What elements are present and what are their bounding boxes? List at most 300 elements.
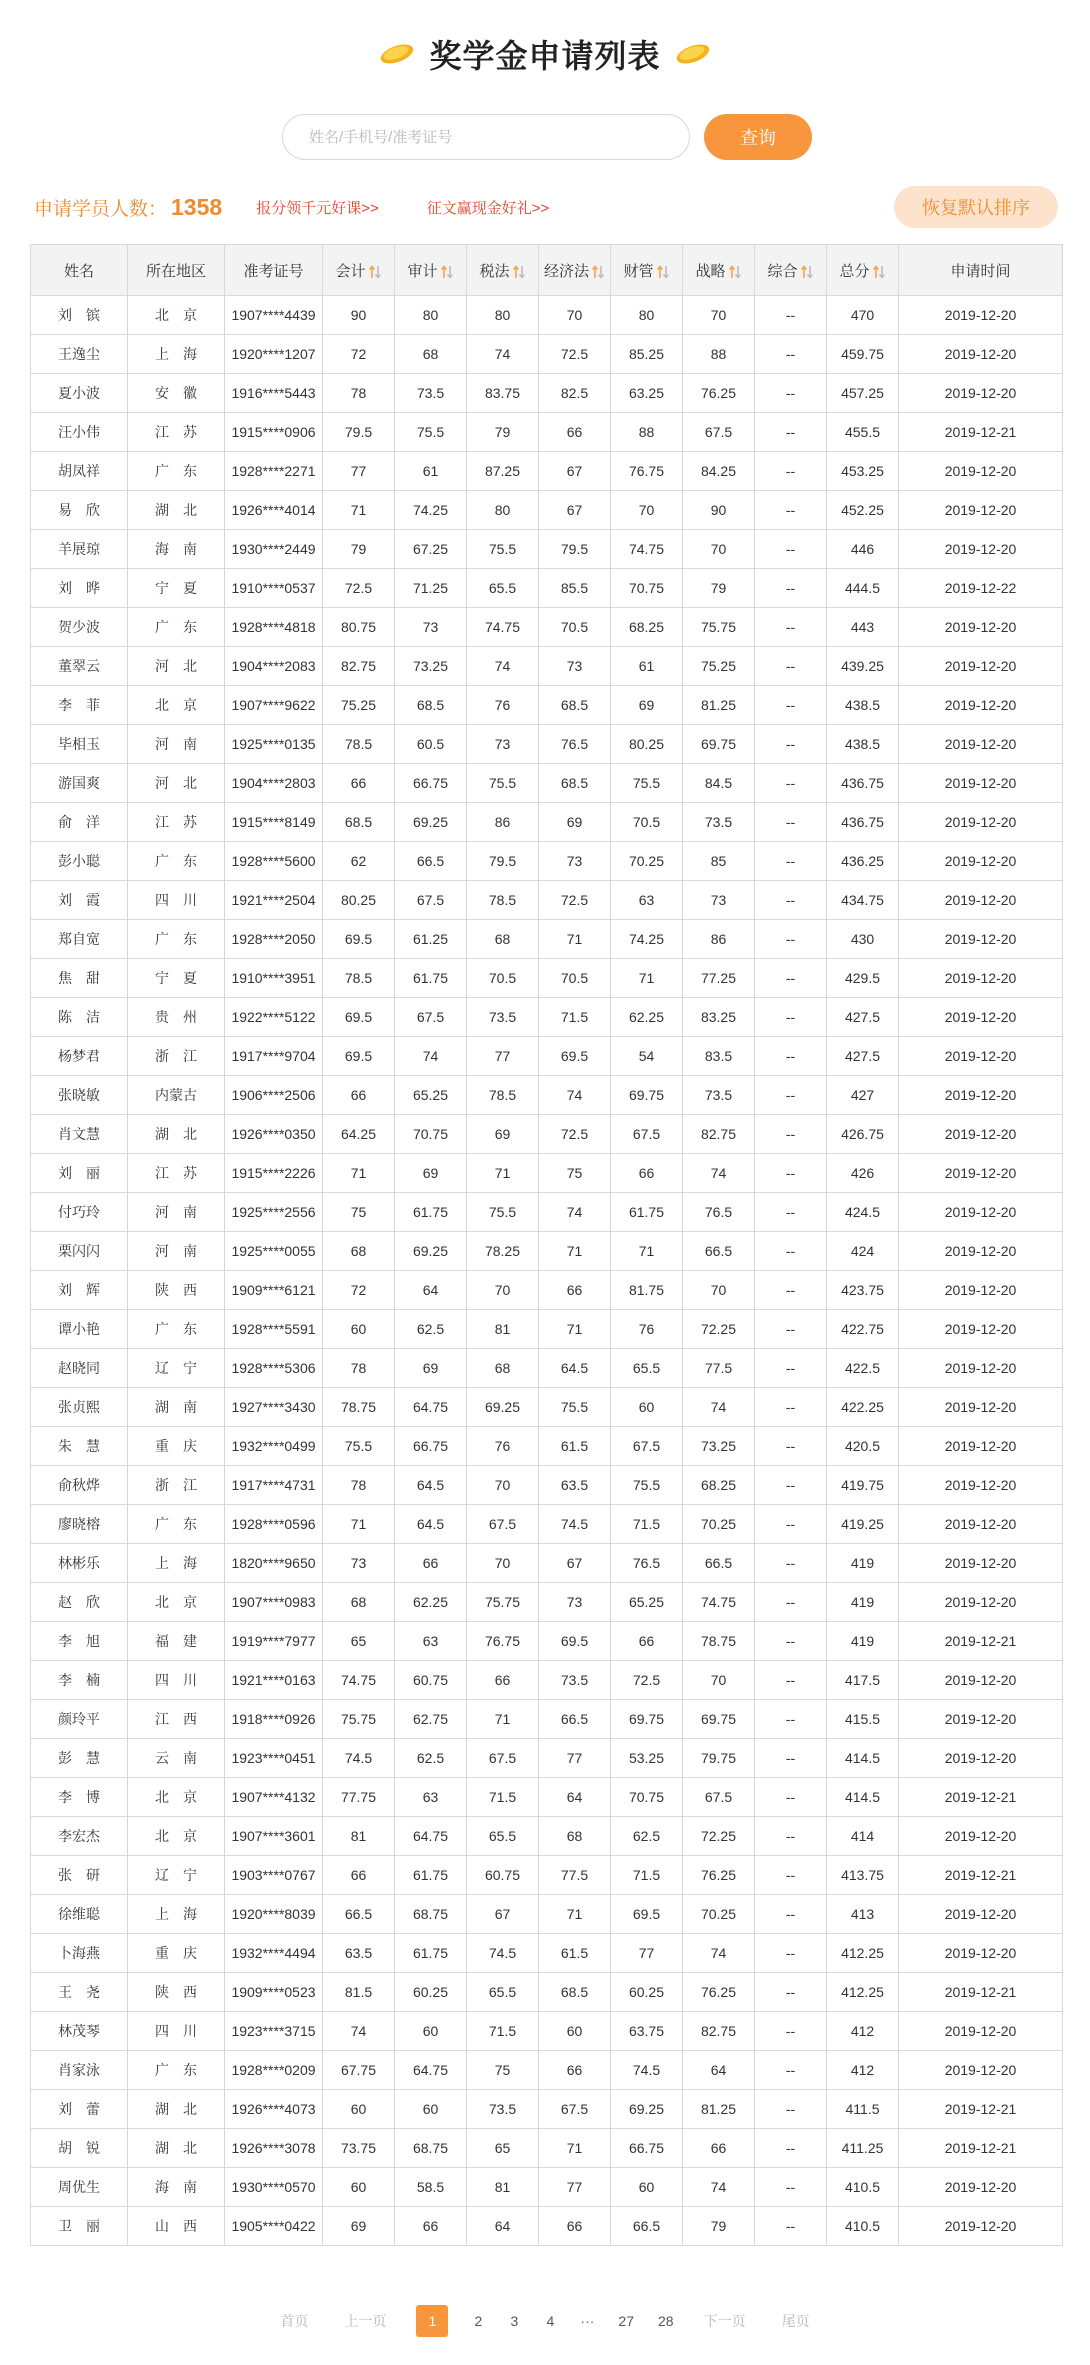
cell-accounting: 74.75 [323, 1661, 395, 1700]
column-header-apply-date [899, 245, 1063, 296]
cell-exam-id: 1909****6121 [225, 1271, 323, 1310]
cell-region: 陕 西 [128, 1271, 225, 1310]
cell-audit: 67.5 [395, 881, 467, 920]
pager-page-27[interactable]: 27 [618, 2313, 634, 2329]
cell-total: 439.25 [827, 647, 899, 686]
cell-audit: 70.75 [395, 1115, 467, 1154]
cell-region: 上 海 [128, 1544, 225, 1583]
cell-name: 夏小波 [31, 374, 128, 413]
cell-strategy: 75.75 [683, 608, 755, 647]
cell-finance: 53.25 [611, 1739, 683, 1778]
cell-apply-date: 2019-12-20 [899, 2012, 1063, 2051]
cell-comprehensive: -- [755, 1817, 827, 1856]
cell-region: 上 海 [128, 335, 225, 374]
pager-first[interactable]: 首页 [280, 2313, 309, 2329]
cell-total: 414.5 [827, 1778, 899, 1817]
cell-exam-id: 1915****8149 [225, 803, 323, 842]
cell-region: 宁 夏 [128, 569, 225, 608]
cell-name: 毕相玉 [31, 725, 128, 764]
cell-name: 羊展琼 [31, 530, 128, 569]
cell-apply-date: 2019-12-20 [899, 491, 1063, 530]
cell-strategy: 73.5 [683, 1076, 755, 1115]
sort-arrows-icon[interactable] [656, 264, 670, 280]
cell-finance: 69.75 [611, 1700, 683, 1739]
cell-region: 河 南 [128, 725, 225, 764]
cell-audit: 66.75 [395, 764, 467, 803]
column-header-label: 会计 [335, 262, 366, 280]
cell-region: 广 东 [128, 1505, 225, 1544]
sort-arrows-icon[interactable] [591, 264, 605, 280]
cell-exam-id: 1919****7977 [225, 1622, 323, 1661]
table-row [31, 374, 1063, 413]
cell-finance: 70.75 [611, 1778, 683, 1817]
cell-name: 易 欣 [31, 491, 128, 530]
column-header-total[interactable] [827, 245, 899, 296]
table-row [31, 686, 1063, 725]
cell-tax-law: 80 [467, 296, 539, 335]
cell-finance: 63.25 [611, 374, 683, 413]
cell-strategy: 69.75 [683, 725, 755, 764]
cell-accounting: 78.75 [323, 1388, 395, 1427]
column-header-label: 税法 [479, 262, 510, 280]
table-row [31, 2207, 1063, 2246]
cell-apply-date: 2019-12-21 [899, 2129, 1063, 2168]
column-header-strategy[interactable] [683, 245, 755, 296]
cell-strategy: 86 [683, 920, 755, 959]
table-row [31, 1076, 1063, 1115]
cell-name: 陈 洁 [31, 998, 128, 1037]
cell-total: 414 [827, 1817, 899, 1856]
cell-total: 422.5 [827, 1349, 899, 1388]
cell-region: 湖 北 [128, 1115, 225, 1154]
cell-comprehensive: -- [755, 1583, 827, 1622]
cell-name: 贺少波 [31, 608, 128, 647]
cell-accounting: 78.5 [323, 959, 395, 998]
cell-exam-id: 1907****4439 [225, 296, 323, 335]
column-header-audit[interactable] [395, 245, 467, 296]
cell-strategy: 90 [683, 491, 755, 530]
table-row [31, 1739, 1063, 1778]
pager-page-28[interactable]: 28 [658, 2313, 674, 2329]
cell-region: 浙 江 [128, 1037, 225, 1076]
cell-tax-law: 79.5 [467, 842, 539, 881]
search-input[interactable] [282, 114, 690, 160]
cell-total: 411.5 [827, 2090, 899, 2129]
cell-region: 海 南 [128, 530, 225, 569]
cell-accounting: 60 [323, 2168, 395, 2207]
cell-finance: 76 [611, 1310, 683, 1349]
cell-accounting: 78.5 [323, 725, 395, 764]
pager-page-1[interactable]: 1 [416, 2305, 448, 2337]
cell-finance: 71 [611, 959, 683, 998]
cell-apply-date: 2019-12-20 [899, 842, 1063, 881]
cell-strategy: 74 [683, 1388, 755, 1427]
table-row [31, 647, 1063, 686]
cell-region: 河 北 [128, 764, 225, 803]
cell-exam-id: 1906****2506 [225, 1076, 323, 1115]
cell-finance: 74.5 [611, 2051, 683, 2090]
column-header-economic-law[interactable] [539, 245, 611, 296]
cell-comprehensive: -- [755, 1973, 827, 2012]
cell-accounting: 80.75 [323, 608, 395, 647]
cell-exam-id: 1907****4132 [225, 1778, 323, 1817]
cell-strategy: 81.25 [683, 2090, 755, 2129]
cell-strategy: 82.75 [683, 1115, 755, 1154]
table-row [31, 296, 1063, 335]
cell-finance: 70.75 [611, 569, 683, 608]
cell-audit: 74 [395, 1037, 467, 1076]
cell-accounting: 67.75 [323, 2051, 395, 2090]
cell-total: 455.5 [827, 413, 899, 452]
cell-region: 广 东 [128, 2051, 225, 2090]
cell-tax-law: 76 [467, 1427, 539, 1466]
cell-total: 438.5 [827, 686, 899, 725]
cell-tax-law: 77 [467, 1037, 539, 1076]
cell-exam-id: 1930****0570 [225, 2168, 323, 2207]
table-row [31, 335, 1063, 374]
cell-region: 江 苏 [128, 803, 225, 842]
cell-audit: 60.25 [395, 1973, 467, 2012]
cell-apply-date: 2019-12-20 [899, 881, 1063, 920]
cell-exam-id: 1930****2449 [225, 530, 323, 569]
cell-finance: 85.25 [611, 335, 683, 374]
cell-name: 刘 晔 [31, 569, 128, 608]
cell-audit: 73 [395, 608, 467, 647]
cell-finance: 62.25 [611, 998, 683, 1037]
promo-link-score-course[interactable]: 报分领千元好课>> [256, 199, 379, 217]
cell-comprehensive: -- [755, 881, 827, 920]
cell-total: 420.5 [827, 1427, 899, 1466]
cell-region: 四 川 [128, 881, 225, 920]
cell-economic-law: 64 [539, 1778, 611, 1817]
cell-audit: 66 [395, 2207, 467, 2246]
cell-apply-date: 2019-12-20 [899, 2168, 1063, 2207]
table-row [31, 998, 1063, 1037]
cell-strategy: 73 [683, 881, 755, 920]
cell-exam-id: 1903****0767 [225, 1856, 323, 1895]
cell-region: 北 京 [128, 686, 225, 725]
cell-apply-date: 2019-12-20 [899, 1310, 1063, 1349]
cell-apply-date: 2019-12-20 [899, 1739, 1063, 1778]
cell-audit: 71.25 [395, 569, 467, 608]
cell-total: 411.25 [827, 2129, 899, 2168]
cell-finance: 69.5 [611, 1895, 683, 1934]
cell-strategy: 73.5 [683, 803, 755, 842]
search-bar [282, 114, 812, 160]
cell-strategy: 66.5 [683, 1232, 755, 1271]
sort-arrows-icon[interactable] [872, 264, 886, 280]
promo-link-essay-prize[interactable]: 征文赢现金好礼>> [426, 199, 550, 217]
cell-economic-law: 74 [539, 1193, 611, 1232]
cell-comprehensive: -- [755, 725, 827, 764]
cell-audit: 73.5 [395, 374, 467, 413]
cell-tax-law: 76 [467, 686, 539, 725]
cell-total: 424.5 [827, 1193, 899, 1232]
cell-audit: 60.5 [395, 725, 467, 764]
cell-total: 453.25 [827, 452, 899, 491]
pager-page-3[interactable]: 3 [510, 2313, 519, 2329]
pager-page-4[interactable]: 4 [546, 2313, 555, 2329]
cell-apply-date: 2019-12-20 [899, 1193, 1063, 1232]
cell-region: 广 东 [128, 608, 225, 647]
column-header-finance[interactable] [611, 245, 683, 296]
cell-economic-law: 68.5 [539, 764, 611, 803]
cell-apply-date: 2019-12-20 [899, 1427, 1063, 1466]
cell-exam-id: 1910****3951 [225, 959, 323, 998]
sort-arrows-icon[interactable] [728, 264, 742, 280]
cell-total: 459.75 [827, 335, 899, 374]
cell-economic-law: 61.5 [539, 1427, 611, 1466]
cell-apply-date: 2019-12-20 [899, 2207, 1063, 2246]
cell-finance: 80.25 [611, 725, 683, 764]
column-header-tax-law[interactable] [467, 245, 539, 296]
cell-accounting: 81.5 [323, 1973, 395, 2012]
sort-arrows-icon[interactable] [440, 264, 454, 280]
table-row [31, 1271, 1063, 1310]
cell-economic-law: 67 [539, 1544, 611, 1583]
cell-name: 付巧玲 [31, 1193, 128, 1232]
cell-region: 北 京 [128, 296, 225, 335]
cell-accounting: 77.75 [323, 1778, 395, 1817]
cell-comprehensive: -- [755, 1310, 827, 1349]
cell-region: 福 建 [128, 1622, 225, 1661]
cell-exam-id: 1928****5600 [225, 842, 323, 881]
table-row [31, 1349, 1063, 1388]
table-row [31, 1154, 1063, 1193]
sort-arrows-icon[interactable] [800, 264, 814, 280]
cell-audit: 68.75 [395, 1895, 467, 1934]
cell-strategy: 83.5 [683, 1037, 755, 1076]
column-header-region [128, 245, 225, 296]
cell-finance: 66.75 [611, 2129, 683, 2168]
cell-strategy: 76.5 [683, 1193, 755, 1232]
cell-exam-id: 1928****0596 [225, 1505, 323, 1544]
cell-apply-date: 2019-12-20 [899, 1037, 1063, 1076]
cell-exam-id: 1907****3601 [225, 1817, 323, 1856]
cell-finance: 74.25 [611, 920, 683, 959]
cell-tax-law: 70 [467, 1271, 539, 1310]
cell-total: 422.75 [827, 1310, 899, 1349]
search-button[interactable]: 查询 [704, 114, 812, 160]
cell-strategy: 67.5 [683, 1778, 755, 1817]
cell-economic-law: 71 [539, 2129, 611, 2168]
column-header-label: 总分 [839, 262, 870, 280]
cell-comprehensive: -- [755, 764, 827, 803]
reset-sort-button[interactable]: 恢复默认排序 [894, 186, 1058, 228]
cell-region: 广 东 [128, 452, 225, 491]
cell-economic-law: 77 [539, 2168, 611, 2207]
cell-name: 周优生 [31, 2168, 128, 2207]
cell-apply-date: 2019-12-20 [899, 725, 1063, 764]
cell-finance: 74.75 [611, 530, 683, 569]
cell-tax-law: 76.75 [467, 1622, 539, 1661]
cell-accounting: 90 [323, 296, 395, 335]
cell-tax-law: 69.25 [467, 1388, 539, 1427]
cell-strategy: 67.5 [683, 413, 755, 452]
cell-economic-law: 77.5 [539, 1856, 611, 1895]
cell-apply-date: 2019-12-20 [899, 1583, 1063, 1622]
cell-economic-law: 70 [539, 296, 611, 335]
cell-economic-law: 66 [539, 2051, 611, 2090]
cell-audit: 64.75 [395, 1388, 467, 1427]
cell-total: 412 [827, 2051, 899, 2090]
table-row [31, 530, 1063, 569]
cell-name: 焦 甜 [31, 959, 128, 998]
column-header-accounting[interactable] [323, 245, 395, 296]
cell-apply-date: 2019-12-21 [899, 2090, 1063, 2129]
cell-economic-law: 74 [539, 1076, 611, 1115]
cell-comprehensive: -- [755, 1856, 827, 1895]
cell-finance: 65.5 [611, 1349, 683, 1388]
cell-apply-date: 2019-12-20 [899, 998, 1063, 1037]
cell-region: 贵 州 [128, 998, 225, 1037]
cell-finance: 67.5 [611, 1115, 683, 1154]
cell-tax-law: 81 [467, 1310, 539, 1349]
table-row [31, 959, 1063, 998]
pager-page-2[interactable]: 2 [474, 2313, 483, 2329]
cell-comprehensive: -- [755, 2051, 827, 2090]
table-row [31, 1544, 1063, 1583]
cell-exam-id: 1925****2556 [225, 1193, 323, 1232]
cell-tax-law: 60.75 [467, 1856, 539, 1895]
cell-comprehensive: -- [755, 1700, 827, 1739]
cell-economic-law: 71 [539, 920, 611, 959]
cell-economic-law: 73 [539, 647, 611, 686]
cell-strategy: 76.25 [683, 1973, 755, 2012]
cell-total: 424 [827, 1232, 899, 1271]
cell-total: 444.5 [827, 569, 899, 608]
cell-finance: 70 [611, 491, 683, 530]
cell-audit: 65.25 [395, 1076, 467, 1115]
cell-strategy: 81.25 [683, 686, 755, 725]
page-title: 奖学金申请列表 [429, 38, 661, 74]
cell-tax-law: 69 [467, 1115, 539, 1154]
cell-name: 王 尧 [31, 1973, 128, 2012]
cell-accounting: 78 [323, 1466, 395, 1505]
column-header-comprehensive[interactable] [755, 245, 827, 296]
column-header-label: 准考证号 [243, 262, 304, 280]
cell-comprehensive: -- [755, 2012, 827, 2051]
cell-accounting: 60 [323, 1310, 395, 1349]
cell-tax-law: 87.25 [467, 452, 539, 491]
cell-exam-id: 1915****0906 [225, 413, 323, 452]
cell-audit: 61.75 [395, 1856, 467, 1895]
cell-total: 412.25 [827, 1973, 899, 2012]
cell-economic-law: 64.5 [539, 1349, 611, 1388]
sort-arrows-icon[interactable] [368, 264, 382, 280]
cell-exam-id: 1916****5443 [225, 374, 323, 413]
cell-total: 414.5 [827, 1739, 899, 1778]
cell-audit: 61 [395, 452, 467, 491]
cell-tax-law: 67.5 [467, 1505, 539, 1544]
cell-comprehensive: -- [755, 1661, 827, 1700]
cell-accounting: 74.5 [323, 1739, 395, 1778]
cell-name: 卜海燕 [31, 1934, 128, 1973]
cell-name: 赵 欣 [31, 1583, 128, 1622]
cell-economic-law: 73 [539, 1583, 611, 1622]
cell-accounting: 66.5 [323, 1895, 395, 1934]
cell-economic-law: 70.5 [539, 959, 611, 998]
applicant-count-label: 申请学员人数： [34, 198, 168, 220]
cell-audit: 69.25 [395, 803, 467, 842]
cell-total: 423.75 [827, 1271, 899, 1310]
cell-comprehensive: -- [755, 608, 827, 647]
cell-total: 427.5 [827, 998, 899, 1037]
cell-name: 赵晓同 [31, 1349, 128, 1388]
table-row [31, 1895, 1063, 1934]
cell-finance: 71.5 [611, 1505, 683, 1544]
cell-exam-id: 1917****4731 [225, 1466, 323, 1505]
cell-name: 刘 丽 [31, 1154, 128, 1193]
cell-region: 河 南 [128, 1232, 225, 1271]
cell-region: 湖 北 [128, 491, 225, 530]
cell-tax-law: 71.5 [467, 2012, 539, 2051]
cell-economic-law: 76.5 [539, 725, 611, 764]
cell-apply-date: 2019-12-20 [899, 686, 1063, 725]
cell-comprehensive: -- [755, 1076, 827, 1115]
cell-total: 412 [827, 2012, 899, 2051]
cell-apply-date: 2019-12-21 [899, 1622, 1063, 1661]
cell-strategy: 83.25 [683, 998, 755, 1037]
cell-strategy: 66 [683, 2129, 755, 2168]
cell-audit: 62.5 [395, 1310, 467, 1349]
cell-economic-law: 66 [539, 1271, 611, 1310]
cell-strategy: 84.25 [683, 452, 755, 491]
cell-exam-id: 1923****0451 [225, 1739, 323, 1778]
pager-prev[interactable]: 上一页 [344, 2313, 387, 2329]
cell-region: 河 南 [128, 1193, 225, 1232]
cell-name: 刘 霞 [31, 881, 128, 920]
cell-finance: 60.25 [611, 1973, 683, 2012]
pager-next[interactable]: 下一页 [703, 2313, 746, 2329]
cell-name: 俞 洋 [31, 803, 128, 842]
cell-economic-law: 79.5 [539, 530, 611, 569]
cell-finance: 65.25 [611, 1583, 683, 1622]
applicant-count-value: 1358 [171, 193, 223, 220]
cell-total: 429.5 [827, 959, 899, 998]
cell-exam-id: 1922****5122 [225, 998, 323, 1037]
cell-exam-id: 1927****3430 [225, 1388, 323, 1427]
cell-economic-law: 71.5 [539, 998, 611, 1037]
cell-strategy: 68.25 [683, 1466, 755, 1505]
cell-exam-id: 1904****2083 [225, 647, 323, 686]
cell-accounting: 75 [323, 1193, 395, 1232]
table-row [31, 1505, 1063, 1544]
cell-comprehensive: -- [755, 1193, 827, 1232]
cell-finance: 71.5 [611, 1856, 683, 1895]
cell-finance: 70.5 [611, 803, 683, 842]
cell-exam-id: 1928****2271 [225, 452, 323, 491]
scholarship-table-wrapper [30, 244, 1062, 2246]
cell-strategy: 70.25 [683, 1505, 755, 1544]
cell-accounting: 69.5 [323, 1037, 395, 1076]
cell-apply-date: 2019-12-20 [899, 1232, 1063, 1271]
cell-accounting: 68 [323, 1232, 395, 1271]
cell-economic-law: 75 [539, 1154, 611, 1193]
sort-arrows-icon[interactable] [512, 264, 526, 280]
cell-audit: 61.75 [395, 1934, 467, 1973]
cell-economic-law: 61.5 [539, 1934, 611, 1973]
cell-tax-law: 66 [467, 1661, 539, 1700]
column-header-label: 战略 [695, 262, 726, 280]
scholarship-table [30, 244, 1063, 2246]
cell-apply-date: 2019-12-20 [899, 803, 1063, 842]
pager-last[interactable]: 尾页 [781, 2313, 810, 2329]
cell-economic-law: 66 [539, 413, 611, 452]
cell-name: 林茂琴 [31, 2012, 128, 2051]
cell-region: 广 东 [128, 920, 225, 959]
cell-economic-law: 72.5 [539, 881, 611, 920]
